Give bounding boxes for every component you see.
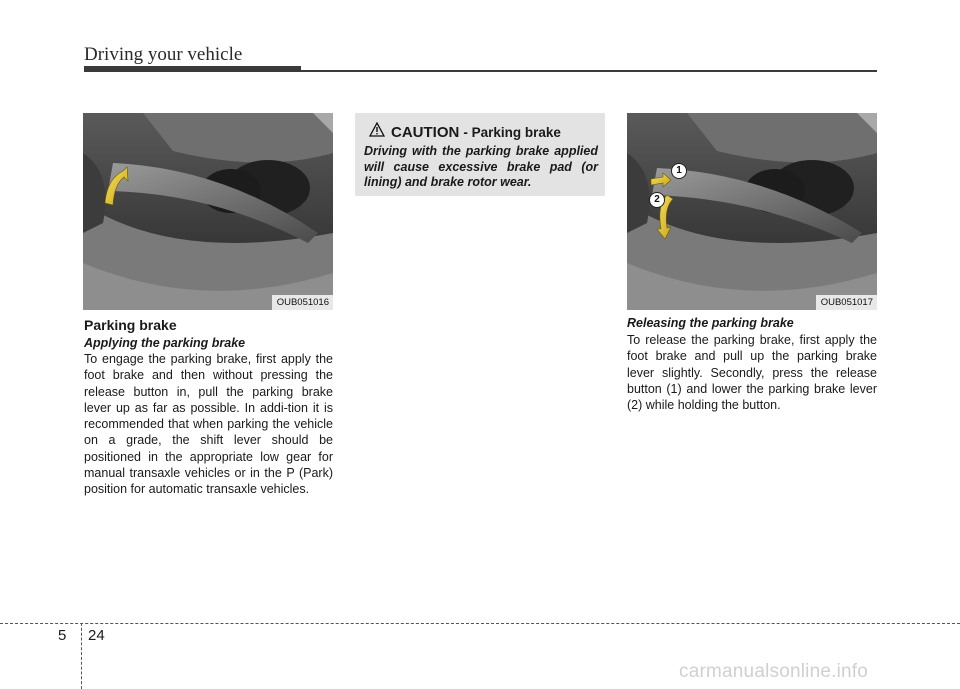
chapter-number: 5 — [58, 627, 67, 644]
page-header-title: Driving your vehicle — [84, 44, 243, 65]
footer-divider — [0, 623, 960, 624]
body-text-applying: To engage the parking brake, first apply the foot brake and then without pressing the release button in, pull the parking brake lever up as far as possible. In addi-tion it is recommended that when parking the vehicle on a grade, the shift lever should be positioned in the appropriate low gear for manual transaxle vehicles or in the P (Park) position for automatic transaxle vehicles. — [84, 352, 333, 497]
callout-number-2 — [649, 192, 665, 208]
watermark: carmanualsonline.info — [679, 661, 869, 682]
footer-vertical-divider — [81, 623, 82, 689]
caution-heading — [369, 122, 561, 142]
callout-number-1 — [671, 163, 687, 179]
header-rule-thin — [301, 70, 877, 72]
photo-applying-brake — [83, 113, 333, 310]
page-number: 24 — [88, 627, 105, 644]
section-title: Parking brake — [84, 317, 177, 333]
warning-triangle-icon — [369, 122, 385, 142]
body-text-releasing: To release the parking brake, first apply the foot brake and pull up the parking brake lever slightly. Secondly, press the release button (1) and lower the parking brake lever (2) while holding the button. — [627, 333, 877, 413]
image-code-label: OUB051017 — [816, 295, 877, 310]
sub-title-applying: Applying the parking brake — [84, 336, 246, 350]
caution-box — [355, 113, 605, 196]
caution-subject: - Parking brake — [463, 125, 561, 140]
callout-1-label: 1 — [676, 165, 682, 176]
caution-text: Driving with the parking brake applied will cause excessive brake pad (or lining) and brake rotor wear. — [364, 144, 598, 189]
sub-title-releasing: Releasing the parking brake — [627, 316, 794, 330]
image-code-label: OUB051016 — [272, 295, 333, 310]
photo-releasing-brake — [627, 113, 877, 310]
callout-2-label: 2 — [654, 194, 660, 205]
caution-word: CAUTION — [391, 124, 460, 141]
header-rule-thick — [84, 66, 301, 72]
